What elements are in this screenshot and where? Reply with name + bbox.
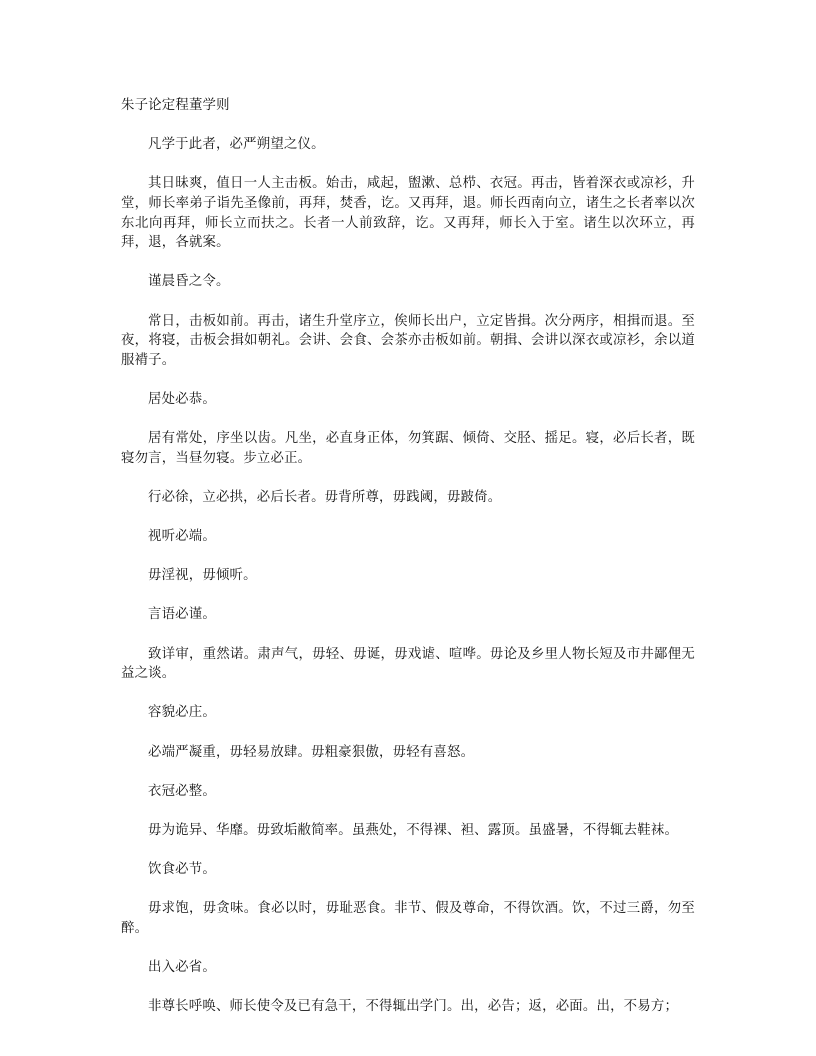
paragraph-body: 必端严凝重，毋轻易放肆。毋粗豪狠傲，毋轻有喜怒。 bbox=[148, 744, 475, 760]
paragraph-rule-heading: 视听必端。 bbox=[148, 529, 216, 545]
paragraph-body: 毋为诡异、华靡。毋致垢敝简率。虽燕处，不得裸、袒、露顶。虽盛暑，不得辄去鞋袜。 bbox=[148, 822, 679, 838]
paragraph-rule-heading: 言语必谨。 bbox=[148, 607, 216, 623]
paragraph-rule-heading: 衣冠必整。 bbox=[148, 783, 216, 799]
paragraph-rule-heading: 谨晨昏之令。 bbox=[148, 274, 230, 290]
paragraph-rule-intro: 凡学于此者，必严朔望之仪。 bbox=[148, 137, 325, 153]
paragraph-body: 常日，击板如前。再击，诸生升堂序立，俟师长出户，立定皆揖。次分两序，相揖而退。至夜，将寝，击板会揖如朝礼。会讲、会食、会茶亦击板如前。朝揖、会讲以深衣或凉衫，余以道服褙子。 bbox=[121, 313, 695, 368]
paragraph-body: 毋淫视，毋倾听。 bbox=[148, 568, 257, 584]
paragraph-body: 居有常处，序坐以齿。凡坐，必直身正体，勿箕踞、倾倚、交胫、摇足。寝，必后长者，既寝勿言，当昼勿寝。步立必正。 bbox=[121, 431, 695, 466]
paragraph-body: 行必徐，立必拱，必后长者。毋背所尊，毋践阈，毋跛倚。 bbox=[148, 489, 502, 505]
paragraph-rule-heading: 容貌必庄。 bbox=[148, 705, 216, 721]
paragraph-rule-heading: 饮食必节。 bbox=[148, 862, 216, 878]
document-title: 朱子论定程董学则 bbox=[121, 98, 230, 113]
paragraph-body: 非尊长呼唤、师长使令及已有急干，不得辄出学门。出，必告；返，必面。出，不易方； bbox=[148, 999, 679, 1015]
paragraph-rule-heading: 居处必恭。 bbox=[148, 391, 216, 407]
paragraph-rule-heading: 出入必省。 bbox=[148, 960, 216, 976]
paragraph-body: 其日昧爽，值日一人主击板。始击，咸起，盥漱、总栉、衣冠。再击，皆着深衣或凉衫，升堂，师长率弟子诣先圣像前，再拜，焚香，讫。又再拜，退。师长西南向立，诸生之长者率以次东北向再拜，师长立而扶之。长者一人前致辞，讫。又再拜，师长入于室。诸生以次环立，再拜，退，各就案。 bbox=[121, 176, 695, 251]
paragraph-body: 致详审，重然诺。肃声气，毋轻、毋诞，毋戏谑、喧哗。毋论及乡里人物长短及市井鄙俚无益之谈。 bbox=[121, 646, 695, 682]
document-page bbox=[121, 96, 695, 1037]
paragraph-body: 毋求饱，毋贪味。食必以时，毋耻恶食。非节、假及尊命，不得饮酒。饮，不过三爵，勿至醉。 bbox=[121, 901, 695, 936]
